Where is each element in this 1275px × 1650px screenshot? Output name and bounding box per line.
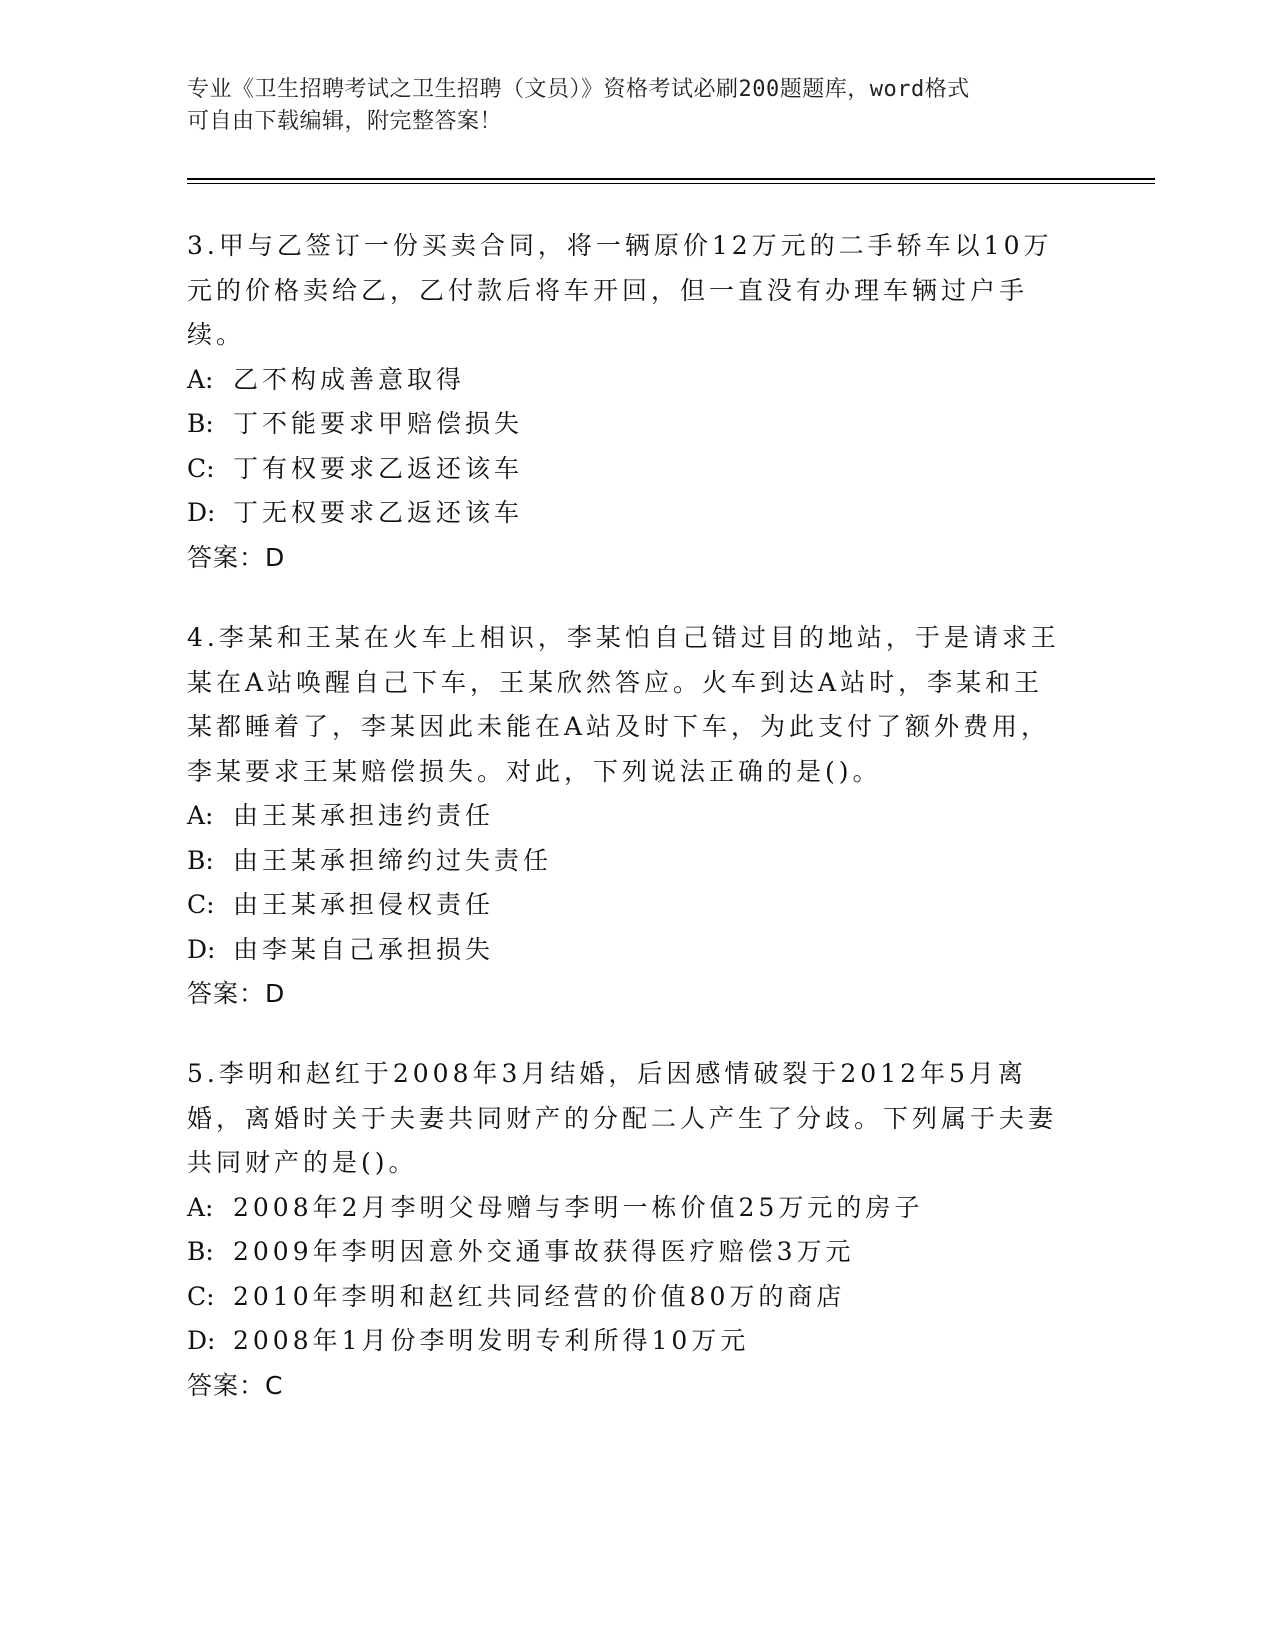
option-letter: B: xyxy=(187,409,214,438)
option-text: 丁有权要求乙返还该车 xyxy=(233,453,524,483)
header-divider xyxy=(187,178,1155,180)
option-c xyxy=(187,447,1067,492)
option-c xyxy=(187,883,1067,928)
option-text: 丁无权要求乙返还该车 xyxy=(233,498,524,527)
option-letter: A: xyxy=(187,801,214,830)
option-d xyxy=(187,928,1067,973)
question-4 xyxy=(187,616,1067,1017)
answer-line: 答案：D xyxy=(187,979,286,1008)
question-5 xyxy=(187,1052,1067,1408)
option-letter: C: xyxy=(187,1281,215,1311)
option-d xyxy=(187,491,1067,536)
option-text: 由王某承担侵权责任 xyxy=(233,890,495,919)
option-text: 由李某自己承担损失 xyxy=(233,934,495,964)
option-text: 丁不能要求甲赔偿损失 xyxy=(233,409,524,438)
option-text: 2009年李明因意外交通事故获得医疗赔偿3万元 xyxy=(233,1237,855,1266)
question-stem: 3.甲与乙签订一份买卖合同，将一辆原价12万元的二手轿车以10万元的价格卖给乙，乙付款后将车开回，但一直没有办理车辆过户手续。 xyxy=(187,231,1053,349)
option-b xyxy=(187,839,1067,884)
option-letter: C: xyxy=(187,890,215,919)
option-a xyxy=(187,1186,1067,1231)
option-b xyxy=(187,1230,1067,1275)
option-a xyxy=(187,358,1067,403)
question-stem: 4.李某和王某在火车上相识，李某怕自己错过目的地站，于是请求王某在A站唤醒自己下车，王某欣然答应。火车到达A站时，李某和王某都睡着了，李某因此未能在A站及时下车，为此支付了额外费用，李某要求王某赔偿损失。对此，下列说法正确的是()。 xyxy=(187,623,1060,786)
option-letter: B: xyxy=(187,1237,214,1266)
option-letter: A: xyxy=(187,364,214,394)
option-a xyxy=(187,794,1067,839)
option-letter: D: xyxy=(187,498,216,527)
option-text: 由王某承担违约责任 xyxy=(233,801,495,830)
option-b xyxy=(187,402,1067,447)
option-letter: B: xyxy=(187,845,214,875)
option-text: 2008年1月份李明发明专利所得10万元 xyxy=(233,1326,750,1355)
option-letter: D: xyxy=(187,1326,216,1355)
option-text: 2010年李明和赵红共同经营的价值80万的商店 xyxy=(233,1281,846,1311)
answer-line: 答案：D xyxy=(187,542,286,572)
option-letter: D: xyxy=(187,934,216,964)
option-text: 乙不构成善意取得 xyxy=(233,364,466,394)
option-c xyxy=(187,1275,1067,1320)
header-line-1: 专业《卫生招聘考试之卫生招聘（文员）》资格考试必刷200题题库，word格式 xyxy=(187,77,970,102)
question-3 xyxy=(187,224,1067,580)
option-letter: C: xyxy=(187,453,215,483)
question-stem: 5.李明和赵红于2008年3月结婚，后因感情破裂于2012年5月离婚，离婚时关于夫妻共同财产的分配二人产生了分歧。下列属于夫妻共同财产的是()。 xyxy=(187,1059,1058,1177)
option-letter: A: xyxy=(187,1192,214,1222)
option-text: 由王某承担缔约过失责任 xyxy=(233,845,553,875)
header-line-2: 可自由下载编辑，附完整答案！ xyxy=(187,109,503,134)
option-d xyxy=(187,1319,1067,1364)
header-divider-thin xyxy=(187,183,1155,184)
document-header xyxy=(187,74,1067,138)
option-text: 2008年2月李明父母赠与李明一栋价值25万元的房子 xyxy=(233,1192,924,1222)
answer-line: 答案：C xyxy=(187,1370,284,1400)
